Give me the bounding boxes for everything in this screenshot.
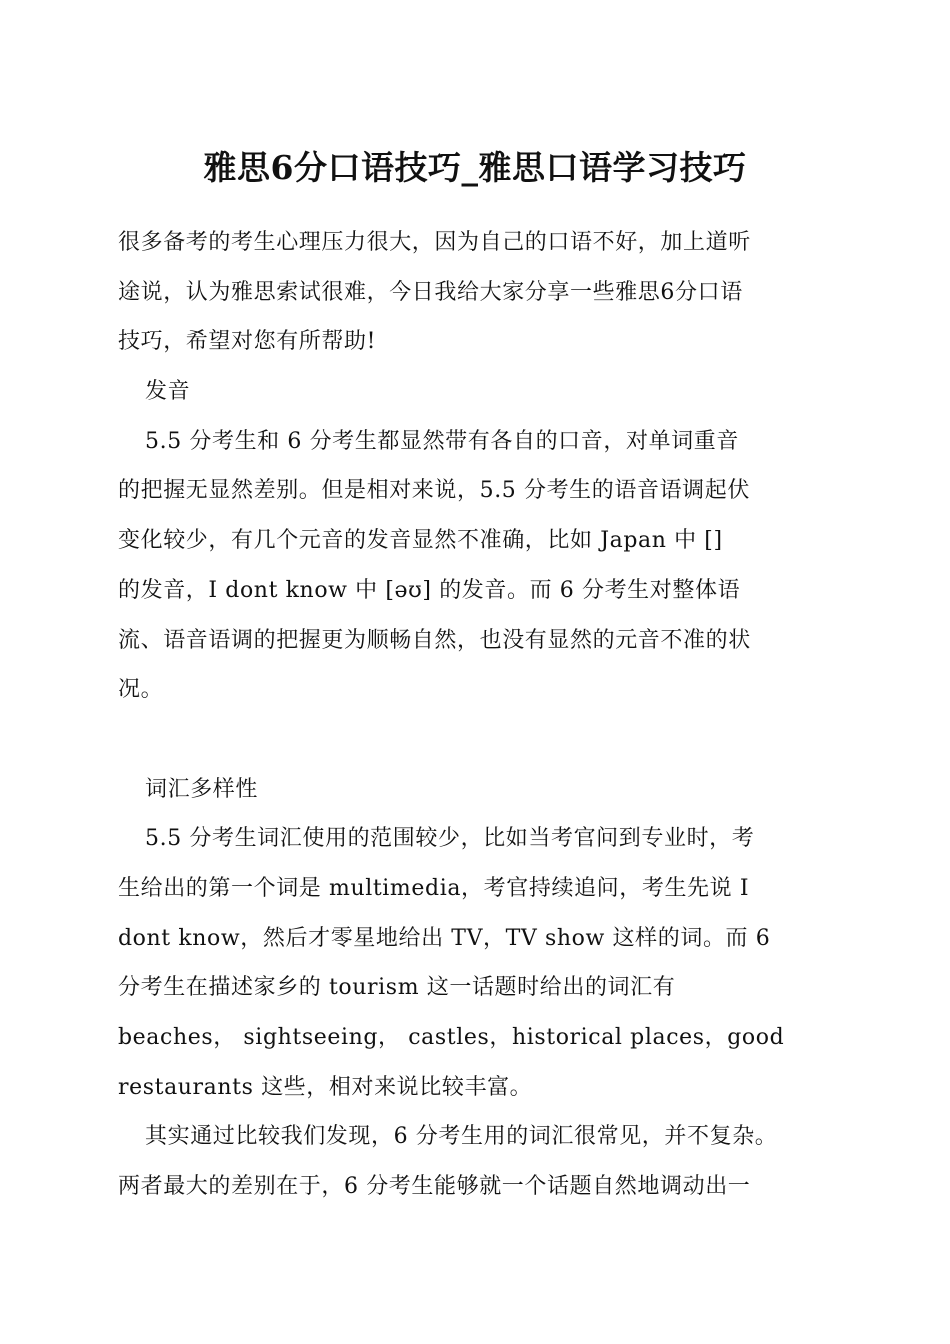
paragraph-line: 变化较少，有几个元音的发音显然不准确，比如 Japan 中 [] bbox=[118, 528, 723, 554]
paragraph-line: 生给出的第一个词是 multimedia，考官持续追问，考生先说 I bbox=[118, 875, 750, 901]
document-title: 雅思6分口语技巧_雅思口语学习技巧 bbox=[203, 148, 747, 187]
paragraph-line: 5.5 分考生和 6 分考生都显然带有各自的口音，对单词重音 bbox=[145, 428, 739, 454]
paragraph-line: 的发音，I dont know 中 [əʊ] 的发音。而 6 分考生对整体语 bbox=[118, 577, 741, 603]
paragraph-line: 技巧，希望对您有所帮助! bbox=[118, 329, 377, 355]
paragraph-line: 况。 bbox=[118, 677, 164, 703]
section-heading-vocabulary: 词汇多样性 bbox=[145, 776, 259, 802]
paragraph-line: beaches， sightseeing， castles，historical places，good bbox=[118, 1025, 785, 1050]
blank-line bbox=[118, 715, 858, 765]
document-body bbox=[118, 218, 858, 1212]
paragraph-line: 其实通过比较我们发现，6 分考生用的词汇很常见，并不复杂。 bbox=[145, 1124, 778, 1150]
paragraph-line: restaurants 这些，相对来说比较丰富。 bbox=[118, 1074, 533, 1100]
paragraph-line: 两者最大的差别在于，6 分考生能够就一个话题自然地调动出一 bbox=[118, 1174, 751, 1200]
paragraph-line: 分考生在描述家乡的 tourism 这一话题时给出的词汇有 bbox=[118, 975, 676, 1001]
paragraph-line: 的把握无显然差别。但是相对来说，5.5 分考生的语音语调起伏 bbox=[118, 478, 750, 504]
paragraph-line: 途说，认为雅思索试很难，今日我给大家分享一些雅思6分口语 bbox=[118, 279, 743, 305]
paragraph-line: 5.5 分考生词汇使用的范围较少，比如当考官问到专业时，考 bbox=[145, 826, 755, 852]
paragraph-line: 流、语音语调的把握更为顺畅自然，也没有显然的元音不准的状 bbox=[118, 627, 751, 653]
paragraph-line: 很多备考的考生心理压力很大，因为自己的口语不好，加上道听 bbox=[118, 230, 751, 255]
paragraph-line: dont know，然后才零星地给出 TV，TV show 这样的词。而 6 bbox=[118, 925, 771, 951]
section-heading-pronunciation: 发音 bbox=[145, 379, 191, 405]
